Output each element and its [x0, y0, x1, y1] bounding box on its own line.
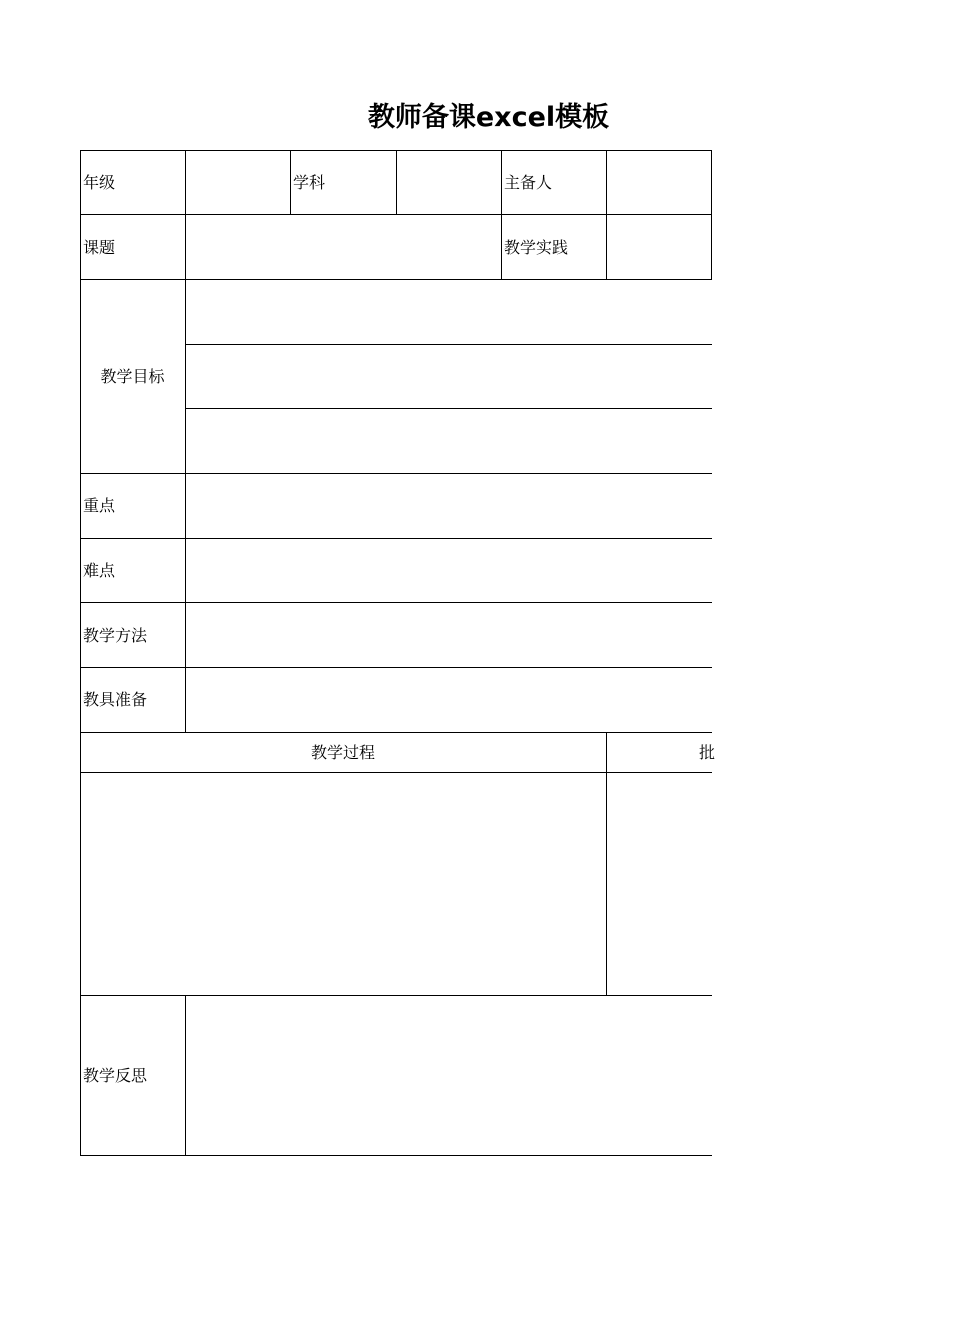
row-line: [80, 732, 712, 733]
annotation-label: 批: [699, 743, 716, 762]
page-title: 教师备课excel模板: [367, 102, 610, 133]
column-line: [396, 150, 397, 214]
column-line: [185, 995, 186, 1156]
row-line: [80, 214, 712, 215]
practice-label: 教学实践: [504, 238, 569, 257]
reflection-label: 教学反思: [83, 1066, 148, 1085]
column-line: [185, 150, 186, 732]
column-line: [80, 150, 81, 1156]
process-label: 教学过程: [310, 743, 375, 762]
row-line: [80, 538, 712, 539]
tools-label: 教具准备: [83, 690, 148, 709]
key-points-label: 重点: [83, 496, 116, 515]
difficulties-label: 难点: [83, 561, 116, 580]
objectives-label: 教学目标: [100, 367, 165, 386]
preparer-label: 主备人: [504, 173, 553, 192]
column-line: [711, 150, 712, 279]
row-line: [80, 473, 712, 474]
column-line: [606, 150, 607, 279]
row-line: [80, 279, 712, 280]
lesson-plan-table: [80, 150, 716, 1160]
row-line: [80, 667, 712, 668]
topic-label: 课题: [83, 238, 116, 257]
row-line: [185, 344, 712, 345]
grade-label: 年级: [83, 173, 116, 192]
subject-label: 学科: [293, 173, 326, 192]
row-line: [80, 995, 712, 996]
column-line: [501, 150, 502, 279]
column-line: [290, 150, 291, 214]
row-line: [80, 602, 712, 603]
row-line: [185, 408, 712, 409]
row-line: [80, 772, 712, 773]
column-line: [606, 732, 607, 995]
methods-label: 教学方法: [83, 626, 148, 645]
row-line: [80, 1155, 712, 1156]
